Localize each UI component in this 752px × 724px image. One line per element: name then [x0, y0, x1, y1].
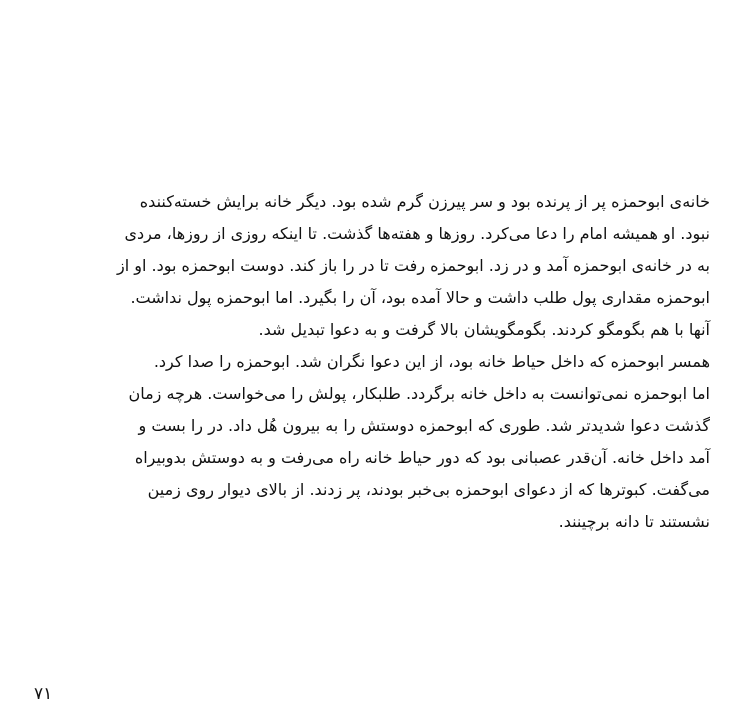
- text-line-5: آنها با هم بگومگو کردند. بگومگویشان بالا گرفت و به دعوا تبدیل شد.: [258, 320, 710, 339]
- text-line-9: آمد داخل خانه. آن‌قدر عصبانی بود که دور حیاط خانه راه می‌رفت و به دوستش بدوبیراه: [134, 448, 710, 467]
- text-line-2: نبود. او همیشه امام را دعا می‌کرد. روزها و هفته‌ها گذشت. تا اینکه روزی از روزها، مردی: [124, 224, 710, 243]
- text-line-10: می‌گفت. کبوترها که از دعوای ابوحمزه بی‌خبر بودند، پر زدند. از بالای دیوار روی زمین: [147, 480, 710, 499]
- page-number: ۷۱: [34, 684, 53, 704]
- text-line-4: ابوحمزه مقداری پول طلب داشت و حالا آمده بود، آن را بگیرد. اما ابوحمزه پول نداشت.: [130, 288, 710, 307]
- text-line-11: نشستند تا دانه برچینند.: [558, 512, 710, 531]
- story-text: [90, 186, 710, 538]
- text-line-3: به در خانه‌ی ابوحمزه آمد و در زد. ابوحمزه رفت تا در را باز کند. دوست ابوحمزه بود. او از: [117, 256, 710, 275]
- text-line-7: اما ابوحمزه نمی‌توانست به داخل خانه برگردد. طلبکار، پولش را می‌خواست. هرچه زمان: [128, 384, 710, 403]
- text-line-8: گذشت دعوا شدیدتر شد. طوری که ابوحمزه دوستش را به بیرون هُل داد. در را بست و: [138, 416, 710, 435]
- text-line-1: خانه‌ی ابوحمزه پر از پرنده بود و سر پیرزن گرم شده بود. دیگر خانه برایش خسته‌کننده: [139, 192, 710, 211]
- text-line-6: همسر ابوحمزه که داخل حیاط خانه بود، از این دعوا نگران شد. ابوحمزه را صدا کرد.: [153, 352, 710, 371]
